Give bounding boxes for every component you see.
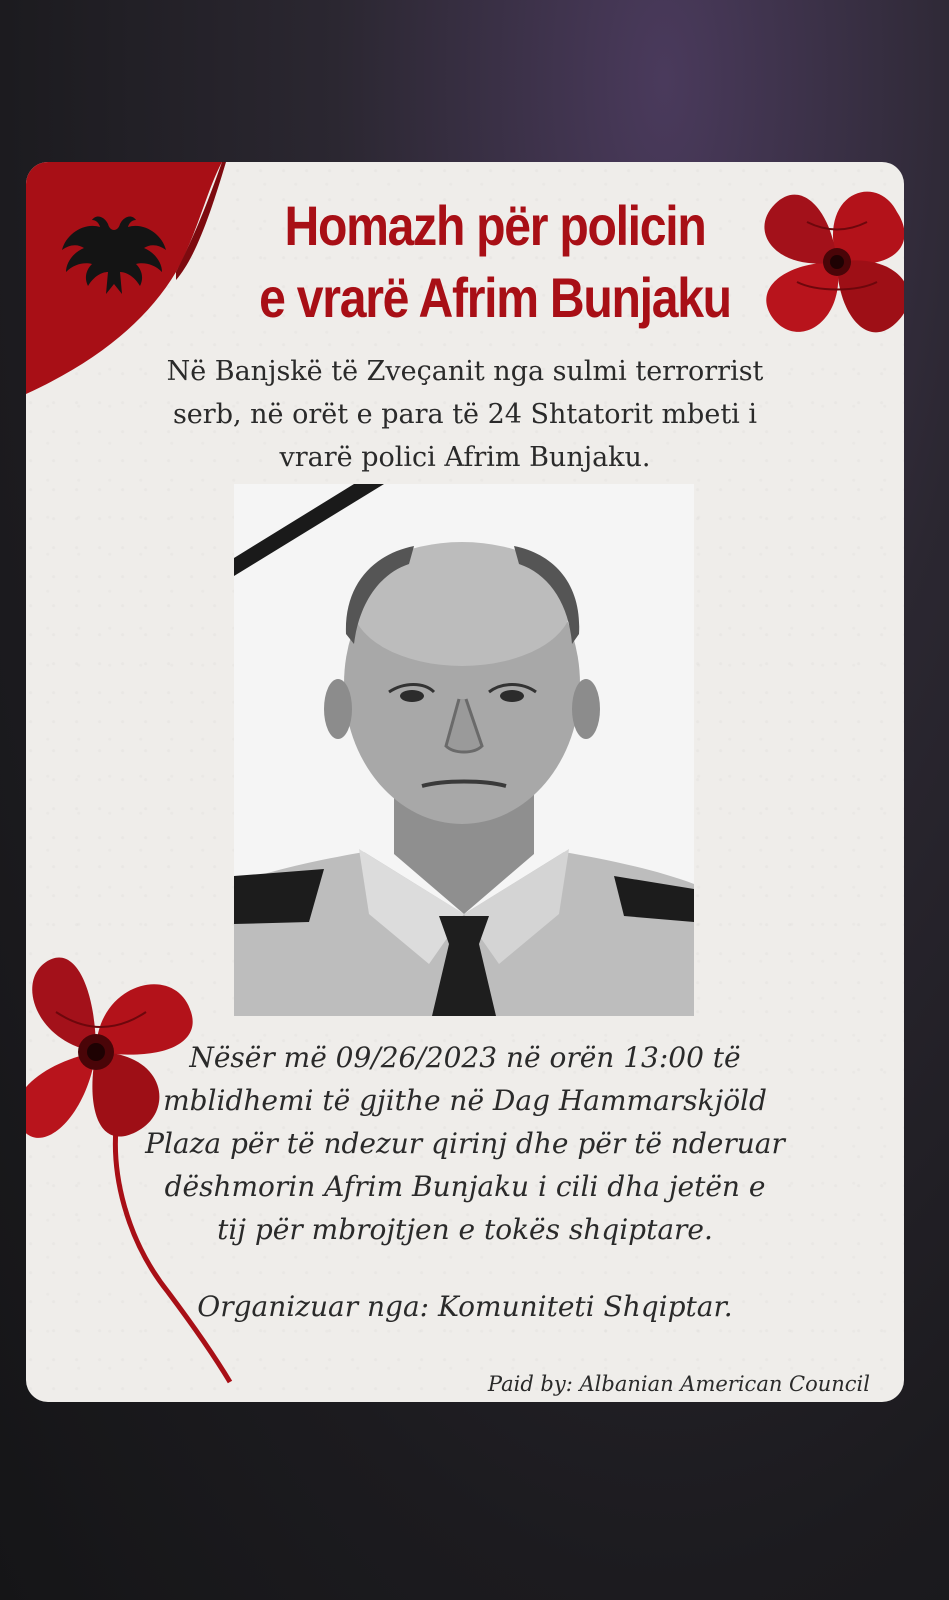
details-line-5: tij për mbrojtjen e tokës shqiptare. bbox=[217, 1213, 713, 1246]
title-line-1: Homazh për policin bbox=[284, 194, 706, 257]
event-details bbox=[86, 1036, 844, 1251]
title-line-2: e vrarë Afrim Bunjaku bbox=[259, 266, 731, 329]
details-line-2: mblidhemi të gjithe në Dag Hammarskjöld bbox=[163, 1084, 767, 1117]
intro-line-1: Në Banjskë të Zveçanit nga sulmi terrorrist bbox=[166, 356, 764, 387]
paid-by-text: Paid by: Albanian American Council bbox=[487, 1372, 870, 1396]
intro-line-3: vrarë polici Afrim Bunjaku. bbox=[279, 442, 651, 473]
intro-line-2: serb, në orët e para të 24 Shtatorit mbeti i bbox=[172, 399, 758, 430]
memorial-poster bbox=[26, 162, 904, 1402]
details-line-1: Nësër më 09/26/2023 në orën 13:00 të bbox=[189, 1041, 741, 1074]
page-title bbox=[195, 190, 795, 334]
organizer-text: Organizuar nga: Komuniteti Shqiptar. bbox=[197, 1290, 733, 1323]
details-line-3: Plaza për të ndezur qirinj dhe për të nderuar bbox=[145, 1127, 785, 1160]
intro-text bbox=[96, 350, 834, 479]
portrait-photo bbox=[234, 484, 694, 1016]
details-line-4: dëshmorin Afrim Bunjaku i cili dha jetën e bbox=[164, 1170, 766, 1203]
